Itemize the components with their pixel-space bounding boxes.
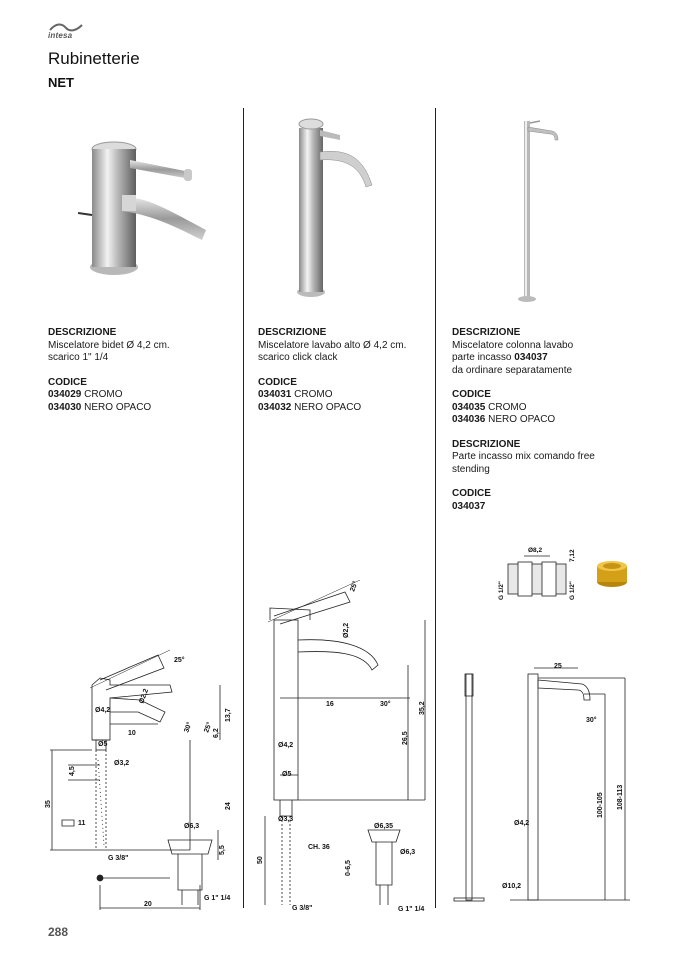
basin-technical-drawing: [250, 580, 430, 915]
code-heading: CODICE: [48, 376, 87, 388]
code-row: [48, 389, 170, 402]
description-heading: DESCRIZIONE: [452, 438, 521, 450]
product-code: 034030: [48, 401, 82, 413]
code-heading: CODICE: [452, 488, 491, 499]
dimension-label: 25°: [203, 721, 214, 734]
dimension-label: 30°: [586, 717, 597, 724]
dimension-label: Ø6,3: [184, 823, 200, 830]
description-text: parte incasso: [452, 352, 515, 363]
dimension-label: 30°: [183, 721, 194, 734]
finish-label: NERO OPACO: [294, 401, 362, 413]
product-code: 034036: [452, 414, 486, 425]
dimension-label: 5,5: [219, 845, 226, 855]
dimension-label: 25°: [174, 657, 185, 664]
basin-mixer-image: [280, 110, 390, 300]
dimension-label: Ø4,2: [514, 820, 530, 827]
dimension-label: 16: [326, 701, 334, 708]
dimension-label: 108-113: [617, 784, 624, 810]
product-info-basin: [258, 327, 406, 414]
column-divider: [435, 108, 436, 908]
product-info-bidet: [48, 327, 170, 414]
product-code: 034029: [48, 389, 82, 400]
dimension-label: 100-105: [597, 792, 604, 818]
finish-label: CROMO: [488, 401, 527, 413]
product-code: 034031: [258, 389, 292, 400]
description-heading: DESCRIZIONE: [48, 327, 117, 338]
dimension-label: Ø8,2: [528, 547, 543, 554]
dimension-label: 25: [554, 663, 562, 670]
dimension-label: 35,2: [419, 701, 426, 715]
finish-label: NERO OPACO: [84, 401, 152, 413]
product-code: 034037: [452, 500, 486, 512]
code-row: [258, 389, 406, 402]
code-heading: CODICE: [452, 389, 491, 400]
description-line: Miscelatore bidet Ø 4,2 cm.: [48, 339, 170, 351]
description-line: Miscelatore lavabo alto Ø 4,2 cm.: [258, 339, 407, 351]
description-line: Miscelatore colonna lavabo: [452, 339, 574, 351]
dimension-label: 30°: [380, 701, 391, 708]
dimension-label: 35: [45, 800, 52, 808]
page-subtitle: NET: [48, 75, 74, 90]
bidet-mixer-image: [78, 135, 218, 285]
column-divider: [243, 108, 244, 908]
dimension-label: 24: [225, 802, 232, 810]
description-heading: DESCRIZIONE: [452, 327, 521, 338]
column-mixer-image: [510, 115, 570, 305]
dimension-label: 10: [128, 730, 136, 737]
description-line: da ordinare separatamente: [452, 364, 573, 376]
dimension-label: Ø10,2: [502, 883, 522, 890]
dimension-label: Ø5: [98, 741, 108, 748]
bidet-technical-drawing: [40, 640, 240, 915]
dimension-label: 13,7: [225, 708, 232, 722]
code-row: [452, 402, 595, 415]
reference-code: 034037: [514, 352, 548, 363]
product-info-column: [452, 327, 595, 513]
description-line: [452, 352, 595, 365]
logo-text: intesa: [48, 31, 73, 40]
dimension-label: 4,5: [69, 766, 76, 776]
dimension-label: 0-6,5: [345, 860, 352, 876]
finish-label: NERO OPACO: [488, 414, 556, 425]
column-technical-drawing: [450, 660, 640, 905]
dimension-label: Ø4,2: [278, 742, 294, 749]
dimension-label: Ø3,3: [278, 816, 294, 823]
page-number: 288: [48, 925, 69, 939]
description-line: stending: [452, 463, 490, 475]
dimension-label: Ø3,2: [114, 760, 130, 767]
description-line: Parte incasso mix comando free: [452, 451, 595, 462]
dimension-label: Ø5: [282, 771, 292, 778]
dimension-label: G 1/2": [569, 581, 576, 600]
page-title: Rubinetterie: [48, 49, 140, 68]
product-code: 034035: [452, 401, 486, 413]
dimension-label: Ø6,35: [374, 823, 394, 830]
dimension-label: G 3/8": [292, 905, 313, 912]
dimension-label: G 1" 1/4: [204, 895, 231, 902]
code-heading: CODICE: [258, 376, 297, 388]
dimension-label: 6,2: [213, 728, 220, 738]
dimension-label: Ø2,2: [138, 688, 151, 705]
brand-logo: [48, 20, 88, 42]
incasso-technical-drawing: [492, 540, 582, 602]
dimension-label: Ø4,2: [95, 707, 111, 714]
dimension-label: 26,5: [402, 731, 409, 745]
product-code: 034032: [258, 401, 292, 413]
dimension-label: 50: [257, 856, 264, 864]
finish-label: CROMO: [294, 389, 333, 400]
dimension-label: G 1/2": [498, 581, 505, 600]
code-row: [452, 414, 595, 427]
incasso-body-image: [595, 558, 629, 588]
dimension-label: 11: [78, 820, 86, 827]
dimension-label: Ø6,3: [400, 849, 416, 856]
code-row: [258, 402, 406, 415]
dimension-label: 7,12: [569, 549, 576, 562]
description-heading: DESCRIZIONE: [258, 327, 327, 338]
dimension-label: G 1" 1/4: [398, 906, 425, 913]
finish-label: CROMO: [84, 389, 123, 400]
description-line: scarico click clack: [258, 352, 338, 363]
dimension-label: 20: [144, 901, 152, 908]
code-row: [48, 402, 170, 415]
dimension-label: G 3/8": [108, 855, 129, 862]
description-line: scarico 1" 1/4: [48, 352, 109, 363]
dimension-label: 25°: [349, 580, 360, 593]
dimension-label: Ø2,2: [343, 622, 350, 638]
dimension-label: CH. 36: [308, 844, 330, 851]
